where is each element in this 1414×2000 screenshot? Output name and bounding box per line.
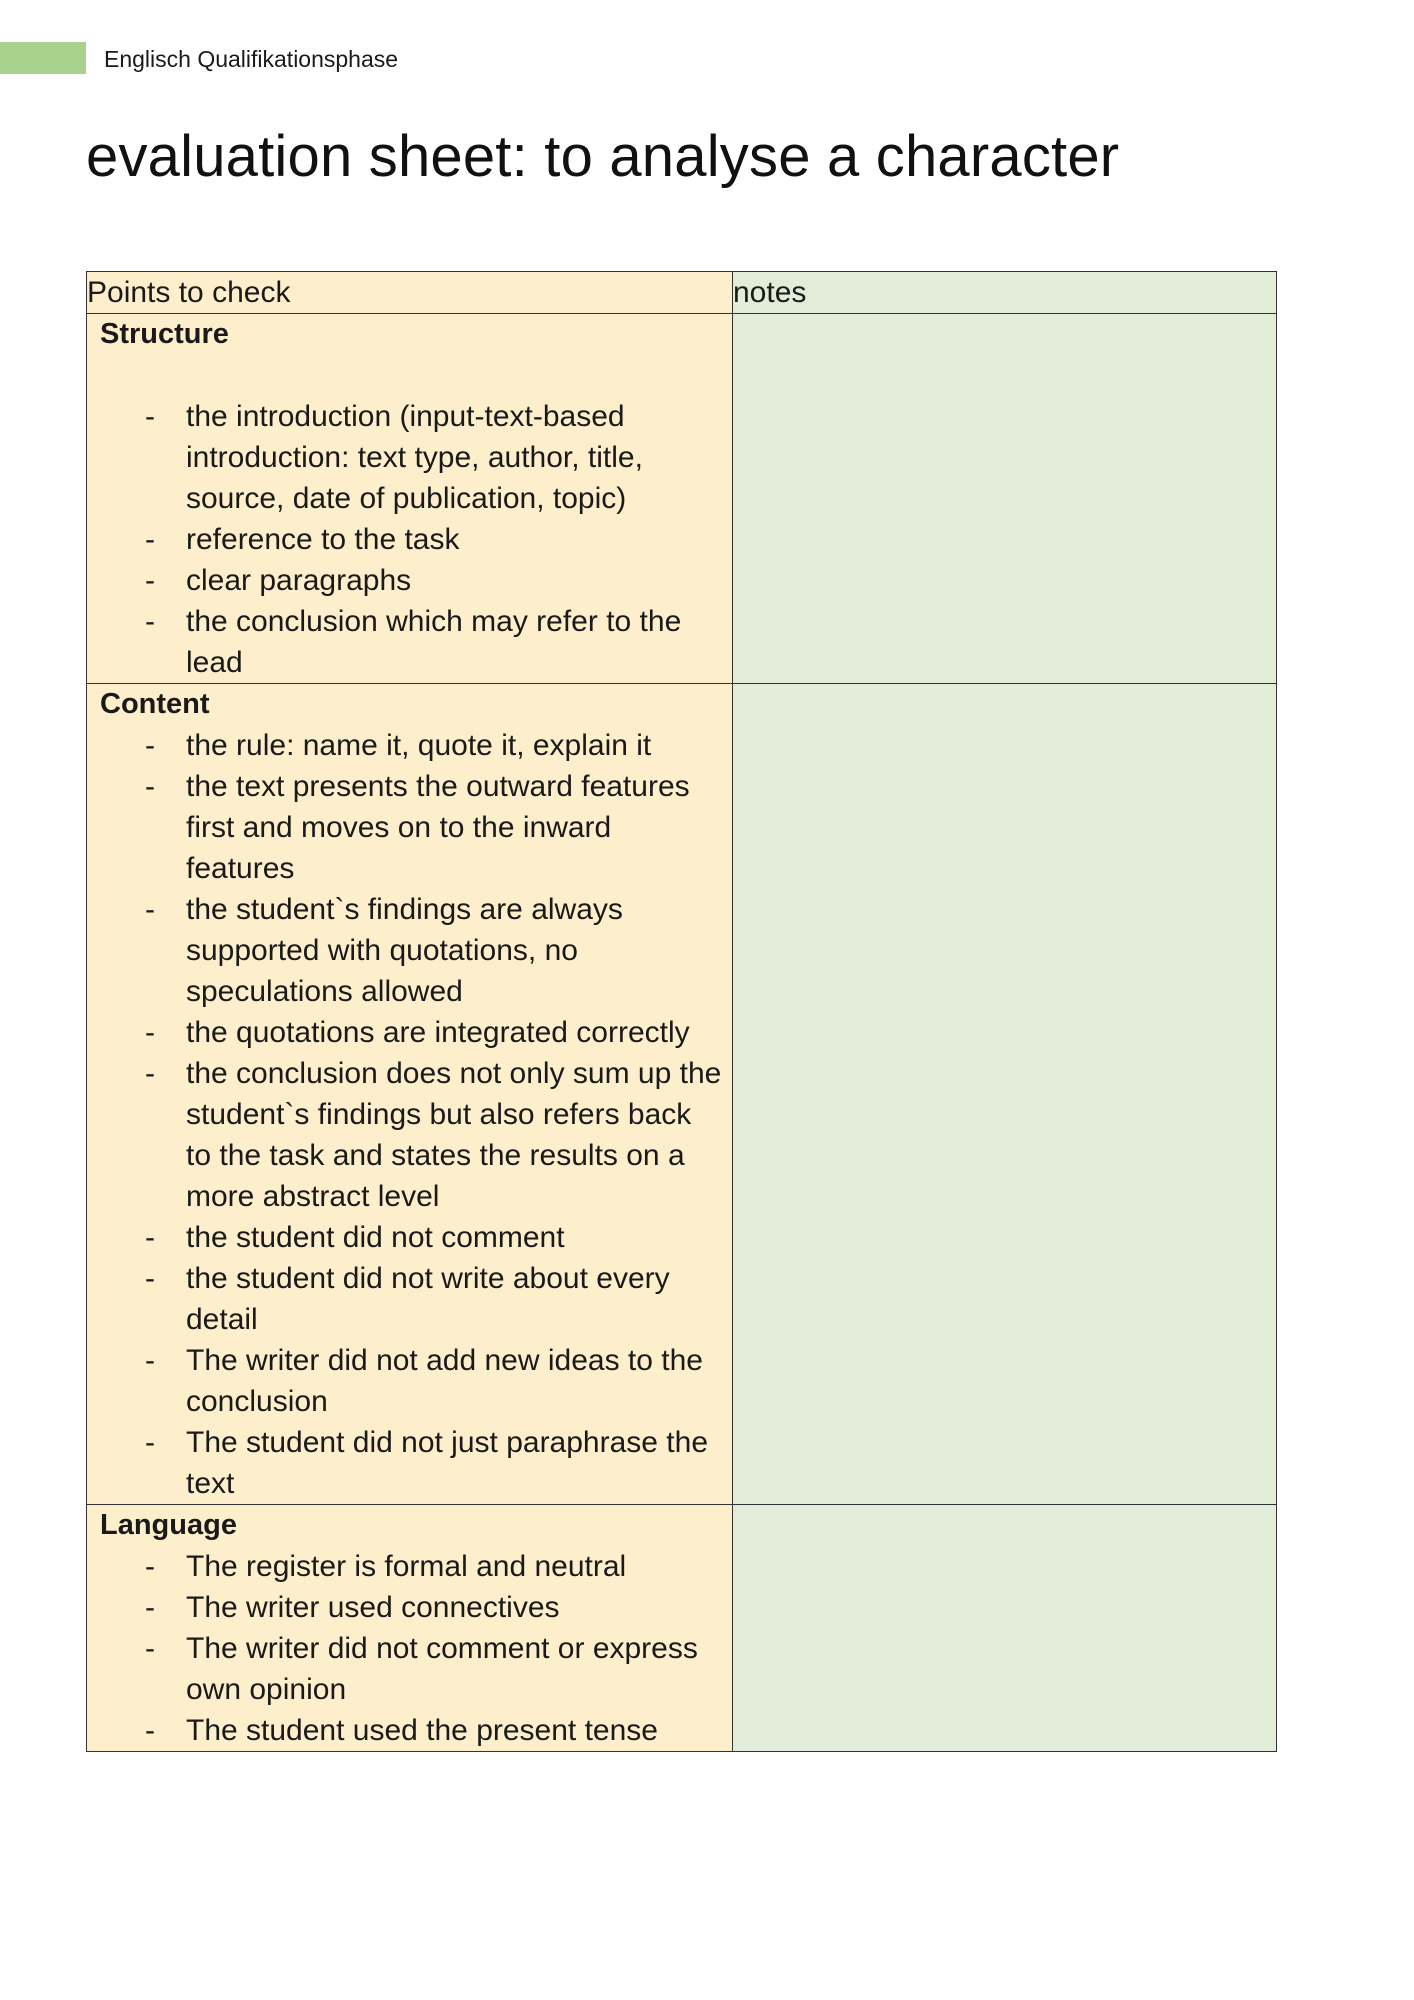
list-item — [87, 560, 732, 601]
list-item-text: the rule: name it, quote it, explain it — [186, 729, 652, 762]
page-title: evaluation sheet: to analyse a character — [86, 124, 1120, 189]
list-item-text: the student did not write about every detail — [186, 1262, 670, 1336]
list-item — [87, 1217, 732, 1258]
list-item-text: reference to the task — [186, 523, 460, 556]
header-accent-bar — [0, 42, 86, 74]
list-item — [87, 396, 732, 519]
list-item — [87, 1258, 732, 1340]
points-cell-structure — [87, 314, 733, 684]
dash-bullet: - — [145, 729, 155, 762]
course-label: Englisch Qualifikationsphase — [104, 46, 399, 72]
notes-cell-language[interactable] — [733, 1505, 1277, 1752]
list-item-text: the student did not comment — [186, 1221, 565, 1254]
list-item — [87, 1710, 732, 1751]
list-item — [87, 1012, 732, 1053]
list-item-text: the text presents the outward features first and moves on to the inward features — [186, 770, 690, 885]
list-item-text: the conclusion does not only sum up the student`s findings but also refers back to the task and states the results on a more abstract level — [186, 1057, 722, 1213]
dash-bullet: - — [145, 1344, 155, 1377]
list-item — [87, 766, 732, 889]
list-item-text: The writer used connectives — [186, 1591, 560, 1624]
notes-cell-content[interactable] — [733, 684, 1277, 1505]
list-item — [87, 1340, 732, 1422]
list-item-text: The register is formal and neutral — [186, 1550, 627, 1583]
dash-bullet: - — [145, 400, 155, 433]
evaluation-table — [86, 271, 1277, 1752]
points-list-structure — [87, 396, 732, 683]
list-item — [87, 1422, 732, 1504]
notes-cell-structure[interactable] — [733, 314, 1277, 684]
list-item — [87, 725, 732, 766]
dash-bullet: - — [145, 770, 155, 803]
section-spacer — [87, 355, 732, 396]
section-row-language — [87, 1505, 1277, 1752]
dash-bullet: - — [145, 523, 155, 556]
points-cell-content — [87, 684, 733, 1505]
dash-bullet: - — [145, 1262, 155, 1295]
list-item-text: The writer did not comment or express own opinion — [186, 1632, 698, 1706]
list-item — [87, 1053, 732, 1217]
list-item — [87, 1587, 732, 1628]
dash-bullet: - — [145, 893, 155, 926]
list-item — [87, 1628, 732, 1710]
list-item — [87, 1546, 732, 1587]
list-item — [87, 601, 732, 683]
list-item — [87, 889, 732, 1012]
points-list-language — [87, 1546, 732, 1751]
list-item — [87, 519, 732, 560]
section-row-structure — [87, 314, 1277, 684]
points-cell-language — [87, 1505, 733, 1752]
dash-bullet: - — [145, 1632, 155, 1665]
list-item-text: The student did not just paraphrase the text — [186, 1426, 709, 1500]
dash-bullet: - — [145, 1426, 155, 1459]
list-item-text: the introduction (input-text-based introduction: text type, author, title, source, date of publication, topic) — [186, 400, 643, 515]
dash-bullet: - — [145, 1714, 155, 1747]
list-item-text: The student used the present tense — [186, 1714, 658, 1747]
table-header-row — [87, 272, 1277, 314]
dash-bullet: - — [145, 1550, 155, 1583]
section-title-language: Language — [100, 1509, 237, 1541]
dash-bullet: - — [145, 605, 155, 638]
list-item-text: The writer did not add new ideas to the conclusion — [186, 1344, 703, 1418]
list-item-text: the quotations are integrated correctly — [186, 1016, 690, 1049]
section-row-content — [87, 684, 1277, 1505]
section-title-structure: Structure — [100, 318, 229, 350]
list-item-text: clear paragraphs — [186, 564, 412, 597]
dash-bullet: - — [145, 564, 155, 597]
list-item-text: the student`s findings are always supported with quotations, no speculations allowed — [186, 893, 623, 1008]
section-title-content: Content — [100, 688, 210, 720]
points-list-content — [87, 725, 732, 1504]
list-item-text: the conclusion which may refer to the lead — [186, 605, 682, 679]
dash-bullet: - — [145, 1591, 155, 1624]
dash-bullet: - — [145, 1057, 155, 1090]
dash-bullet: - — [145, 1016, 155, 1049]
points-column-header: Points to check — [87, 272, 733, 314]
dash-bullet: - — [145, 1221, 155, 1254]
notes-column-header: notes — [733, 272, 1277, 314]
